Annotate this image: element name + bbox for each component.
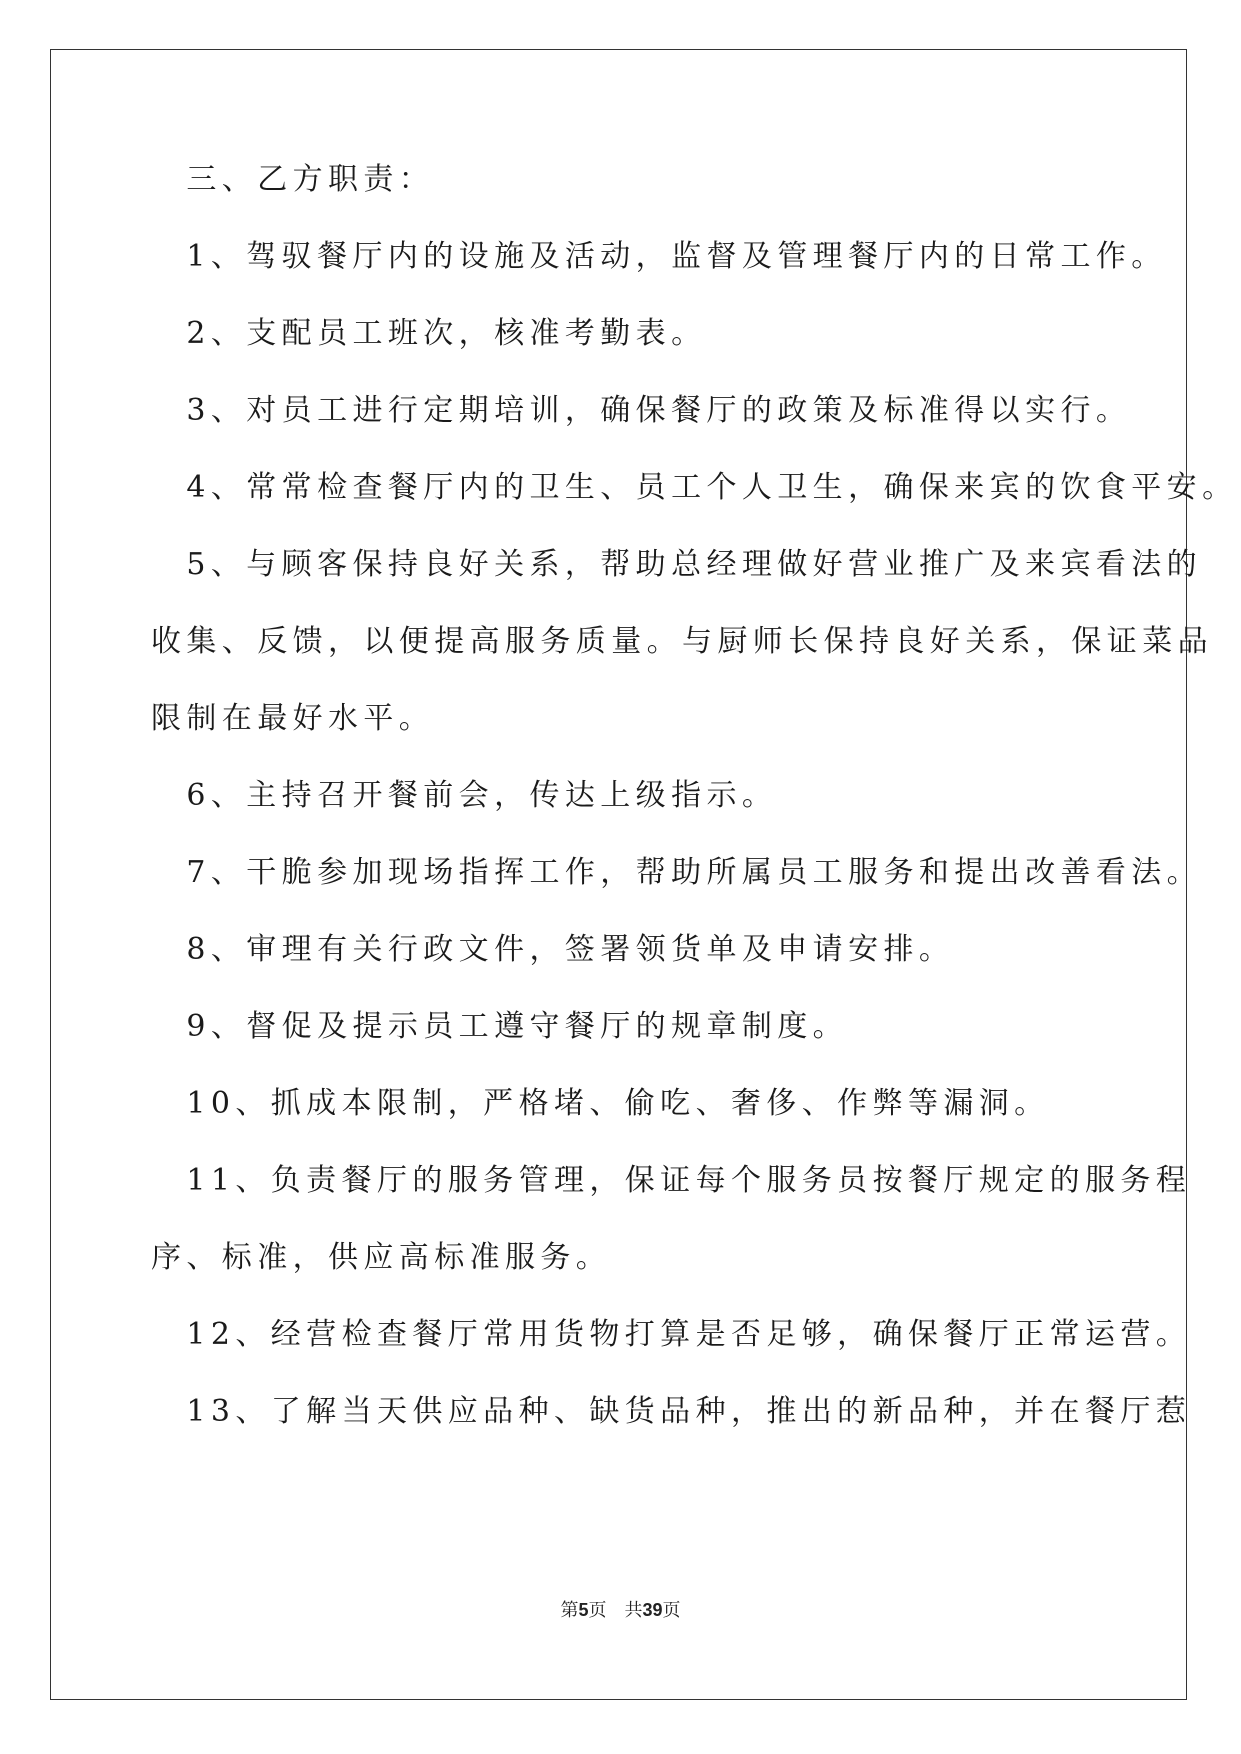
text-line: 4、常常检查餐厅内的卫生、员工个人卫生，确保来宾的饮食平安。: [151, 470, 1238, 505]
text-line: 11、负责餐厅的服务管理，保证每个服务员按餐厅规定的服务程: [151, 1163, 1192, 1198]
footer-suffix: 页: [662, 1600, 681, 1621]
text-line: 5、与顾客保持良好关系，帮助总经理做好营业推广及来宾看法的: [151, 547, 1203, 582]
total-page-count: 39: [642, 1600, 663, 1620]
text-line: 3、对员工进行定期培训，确保餐厅的政策及标准得以实行。: [151, 393, 1132, 428]
text-line: 收集、反馈，以便提高服务质量。与厨师长保持良好关系，保证菜品: [151, 624, 1213, 659]
footer-prefix: 第: [560, 1600, 579, 1621]
text-line: 三、乙方职责：: [151, 162, 435, 197]
text-line: 2、支配员工班次，核准考勤表。: [151, 316, 707, 351]
text-line: 13、了解当天供应品种、缺货品种，推出的新品种，并在餐厅惹: [151, 1394, 1192, 1429]
current-page-number: 5: [578, 1600, 589, 1620]
text-line: 序、标准，供应高标准服务。: [151, 1240, 612, 1275]
page-footer: [0, 1598, 1241, 1623]
text-line: 7、干脆参加现场指挥工作，帮助所属员工服务和提出改善看法。: [151, 855, 1203, 890]
text-line: 8、审理有关行政文件，签署领货单及申请安排。: [151, 932, 955, 967]
text-line: 1、驾驭餐厅内的设施及活动，监督及管理餐厅内的日常工作。: [151, 239, 1167, 274]
text-line: 限制在最好水平。: [151, 701, 435, 736]
text-line: 9、督促及提示员工遵守餐厅的规章制度。: [151, 1009, 849, 1044]
footer-middle: 页 共: [588, 1600, 643, 1621]
text-line: 6、主持召开餐前会，传达上级指示。: [151, 778, 778, 813]
text-line: 12、经营检查餐厅常用货物打算是否足够，确保餐厅正常运营。: [151, 1317, 1192, 1352]
text-line: 10、抓成本限制，严格堵、偷吃、奢侈、作弊等漏洞。: [151, 1086, 1050, 1121]
